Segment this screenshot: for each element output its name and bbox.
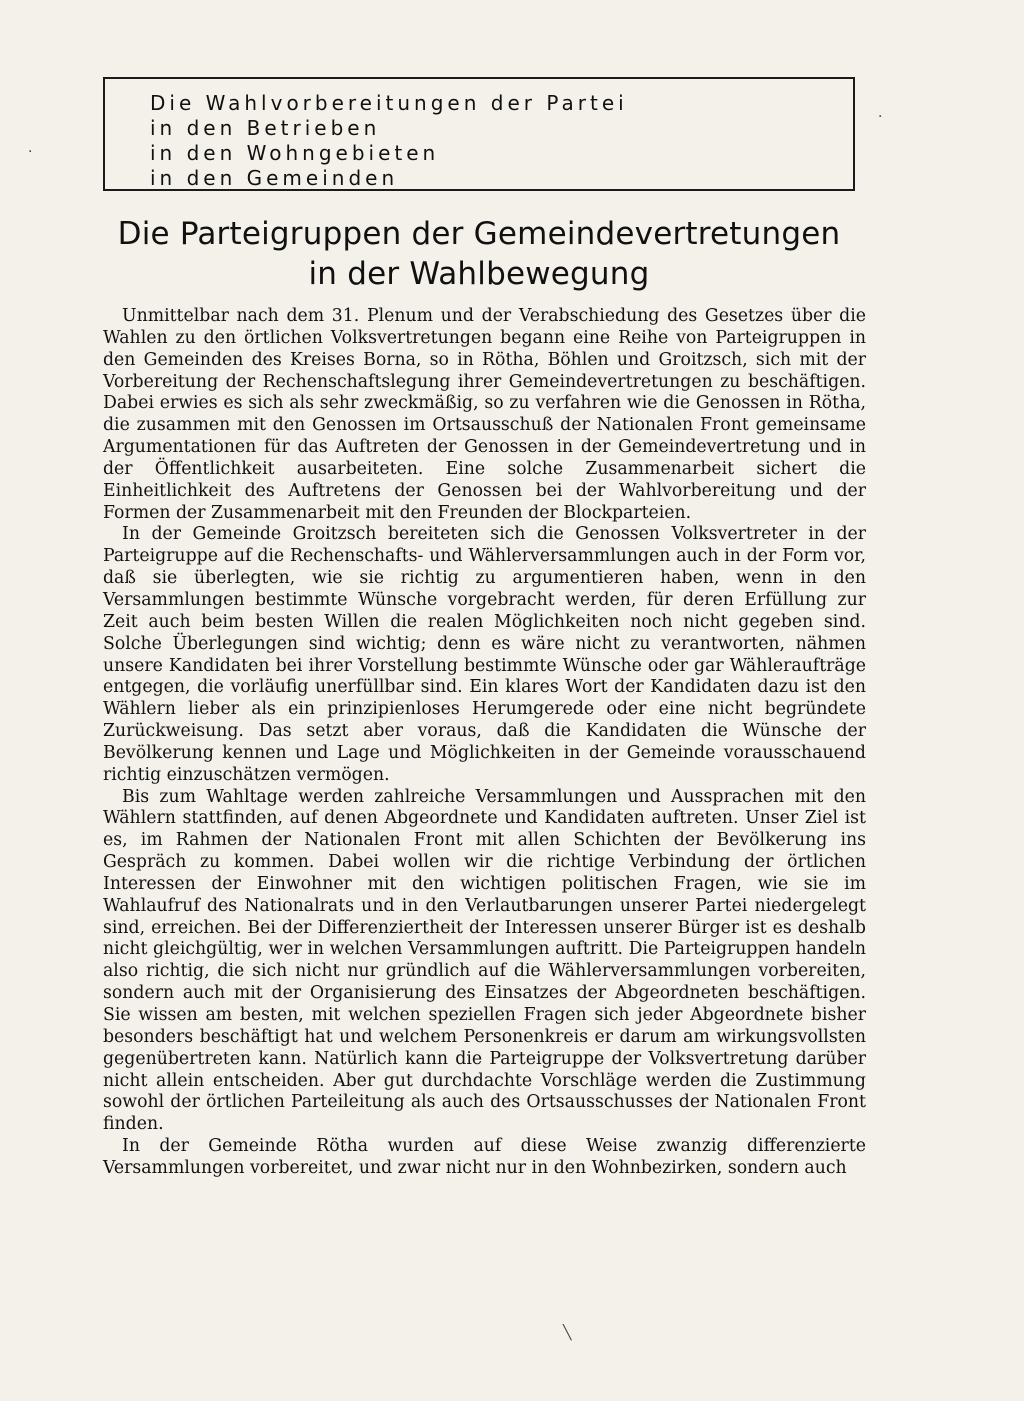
body-paragraph-1: Unmittelbar nach dem 31. Plenum und der Verabschiedung des Gesetzes über die Wahlen zu den örtlichen Volksvertretungen begann eine Reihe von Parteigruppen in den Gemeinden des Kreises Borna, so in Rötha, Böhlen und Groitzsch, sich mit der Vorbereitung der Rechenschaftslegung ihrer Gemeindevertretungen zu beschäftigen. Dabei erwies es sich als sehr zweckmäßig, so zu verfahren wie die Genossen in Rötha, die zusammen mit den Genossen im Ortsausschuß der Nationalen Front gemeinsame Argumentationen für das Auftreten der Genossen in der Gemeindevertretung und in der Öffentlichkeit ausarbeiteten. Eine solche Zusammenarbeit sichert die Einheitlichkeit des Auftretens der Genossen bei der Wahlvorbereitung und der Formen der Zusammenarbeit mit den Freunden der Blockparteien. bbox=[103, 306, 866, 523]
article-title-line-2: in der Wahlbewegung bbox=[308, 256, 650, 292]
body-paragraph-2: In der Gemeinde Groitzsch bereiteten sich die Genossen Volksvertreter in der Parteigruppe auf die Rechenschafts- und Wählerversammlungen auch in der Form vor, daß sie überlegten, wie sie richtig zu argumentieren haben, wenn in den Versammlungen bestimmte Wünsche vorgebracht werden, für deren Erfüllung zur Zeit auch beim besten Willen die realen Möglichkeiten noch nicht gegeben sind. Solche Überlegungen sind wichtig; denn es wäre nicht zu verantworten, nähmen unsere Kandidaten bei ihrer Vorstellung bestimmte Wünsche oder gar Wähleraufträge entgegen, die vorläufig unerfüllbar sind. Ein klares Wort der Kandidaten dazu ist den Wählern lieber als ein prinzipienloses Herumgerede oder eine nicht begründete Zurückweisung. Das setzt aber voraus, daß die Kandidaten die Wünsche der Bevölkerung kennen und Lage und Möglichkeiten in der Gemeinde vorausschauend richtig einzuschätzen vermögen. bbox=[103, 524, 866, 785]
section-header-box bbox=[103, 77, 855, 191]
scan-mark: ╲ bbox=[563, 1325, 572, 1341]
header-line-3: in den Wohngebieten bbox=[150, 141, 440, 165]
header-line-1: Die Wahlvorbereitungen der Partei bbox=[150, 91, 628, 115]
article-body bbox=[103, 306, 866, 1180]
body-paragraph-3: Bis zum Wahltage werden zahlreiche Versammlungen und Aussprachen mit den Wählern stattfinden, auf denen Abgeordnete und Kandidaten auftreten. Unser Ziel ist es, im Rahmen der Nationalen Front mit allen Schichten der Bevölkerung ins Gespräch zu kommen. Dabei wollen wir die richtige Verbindung der örtlichen Interessen der Einwohner mit den wichtigen politischen Fragen, wie sie im Wahlaufruf des Nationalrats und in den Verlautbarungen unserer Partei niedergelegt sind, erreichen. Bei der Differenziertheit der Interessen unserer Bürger ist es deshalb nicht gleichgültig, wer in welchen Versammlungen auftritt. Die Parteigruppen handeln also richtig, die sich nicht nur gründlich auf die Wählerversammlungen vorbereiten, sondern auch mit der Organisierung des Einsatzes der Abgeordneten beschäftigen. Sie wissen am besten, mit welchen speziellen Fragen sich jeder Abgeordnete bisher besonders beschäftigt hat und welchem Personenkreis er darum am wirkungsvollsten gegenübertreten kann. Natürlich kann die Parteigruppe der Volksvertretung darüber nicht allein entscheiden. Aber gut durchdachte Vorschläge werden die Zustimmung sowohl der örtlichen Parteileitung als auch des Ortsausschusses der Nationalen Front finden. bbox=[103, 786, 866, 1135]
header-line-4: in den Gemeinden bbox=[150, 166, 399, 190]
scan-mark: · bbox=[878, 109, 883, 125]
body-paragraph-4: In der Gemeinde Rötha wurden auf diese Weise zwanzig differenzierte Versammlungen vorbereitet, und zwar nicht nur in den Wohnbezirken, sondern auch bbox=[103, 1136, 866, 1178]
article-title-line-1: Die Parteigruppen der Gemeindevertretungen bbox=[117, 216, 841, 252]
scan-mark: · bbox=[28, 144, 33, 160]
header-line-2: in den Betrieben bbox=[150, 116, 381, 140]
article-title bbox=[103, 214, 855, 294]
